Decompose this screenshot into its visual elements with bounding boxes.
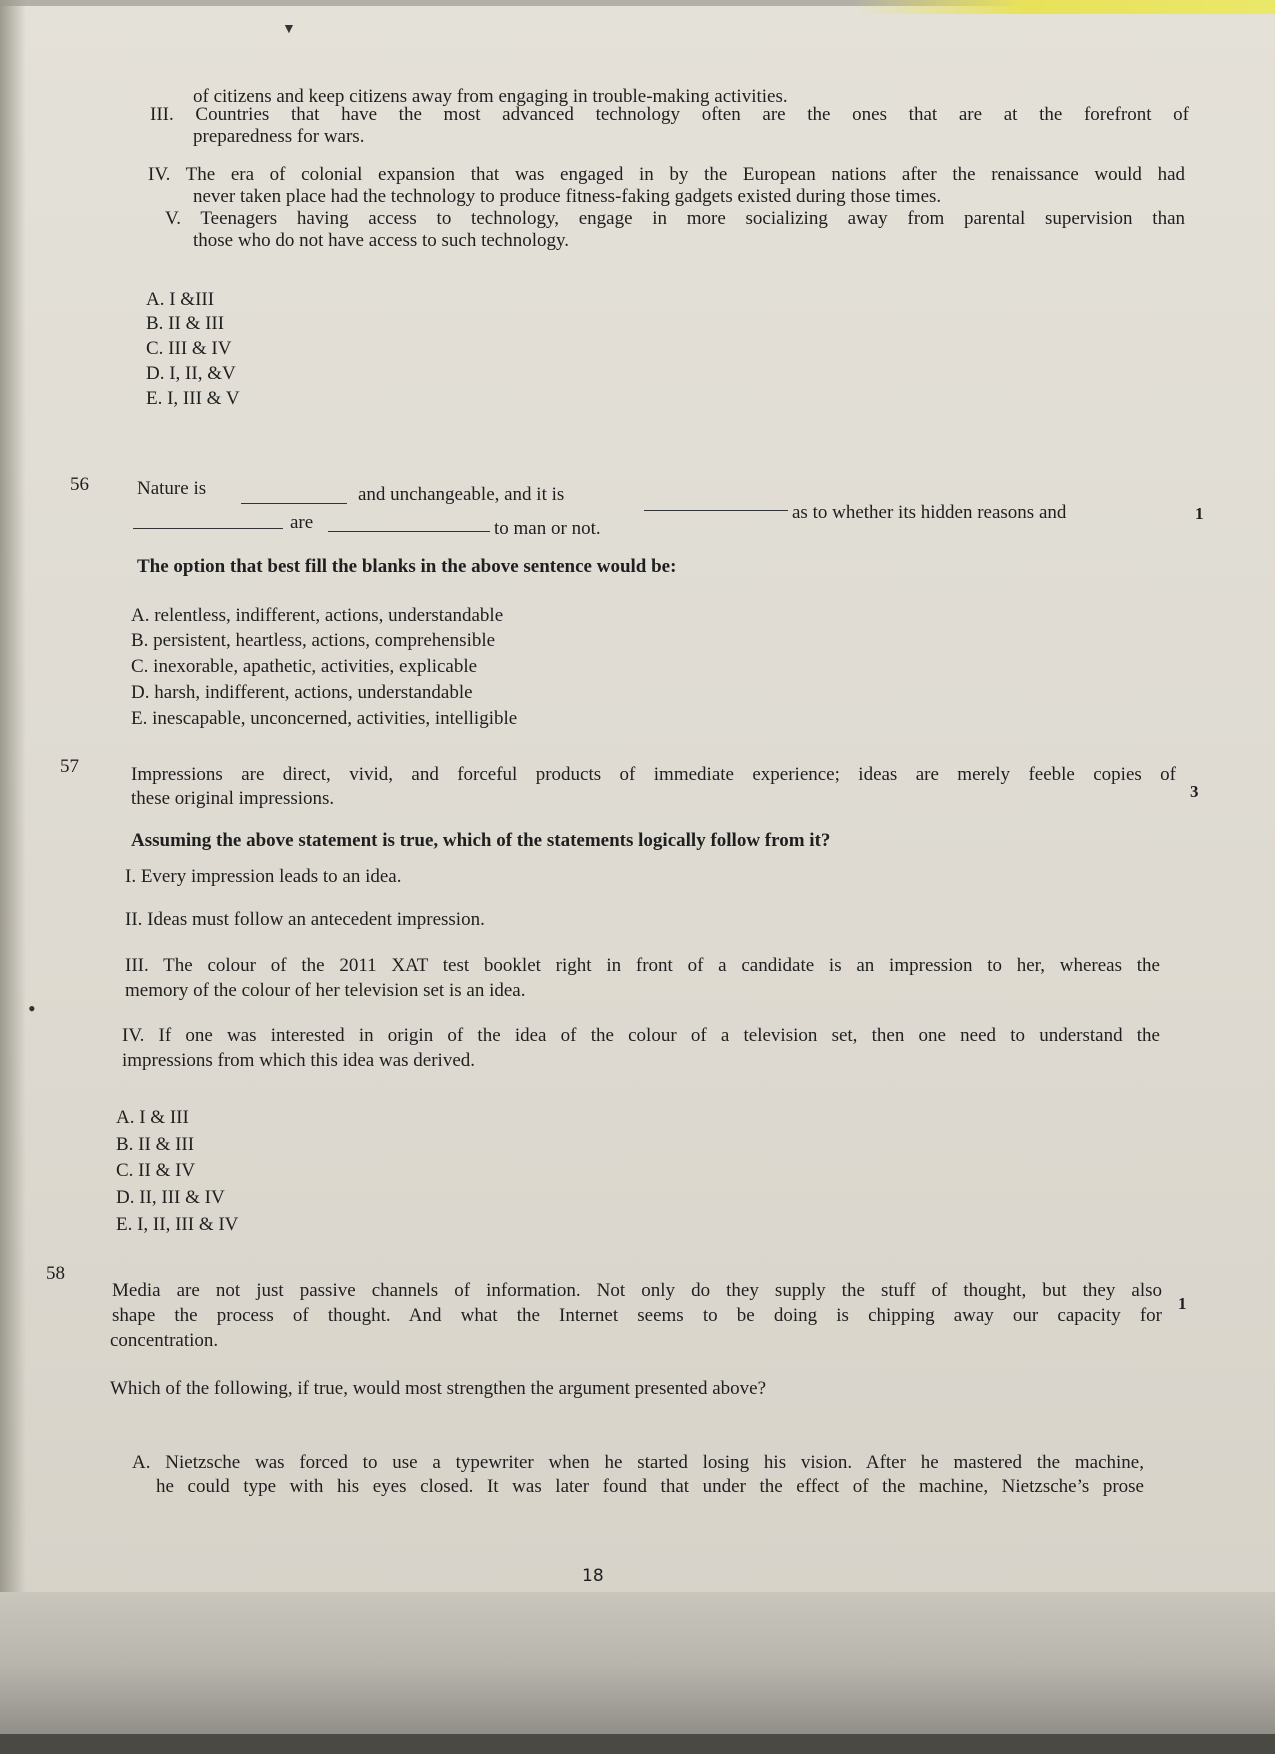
q57-statement-4-line1: IV. If one was interested in origin of the idea of the colour of a television set, then one need to understand the [122, 1025, 1160, 1046]
q57-passage-line1: Impressions are direct, vivid, and forceful products of immediate experience; ideas are merely feeble copies of [131, 764, 1176, 785]
q56-text-1a: Nature is [137, 478, 207, 499]
q58-passage-line3: concentration. [110, 1330, 219, 1351]
q58-passage-line2: shape the process of thought. And what the Internet seems to be doing is chipping away our capacity for [112, 1305, 1162, 1326]
q56-blank-4[interactable] [328, 515, 490, 532]
page-mark-top: ▼ [282, 22, 296, 37]
q58-option-a-line1[interactable]: A. Nietzsche was forced to use a typewriter when he started losing his vision. After he mastered the machine, [132, 1452, 1144, 1473]
q58-marks: 1 [1178, 1294, 1187, 1313]
q56-blank-3[interactable] [133, 512, 283, 529]
q57-statement-1: I. Every impression leads to an idea. [125, 866, 402, 887]
page-bottom-edge [0, 1734, 1275, 1754]
q55-option-e[interactable]: E. I, III & V [146, 388, 240, 409]
q55-stmt2-cont: of citizens and keep citizens away from engaging in trouble-making activities. [193, 86, 788, 107]
q57-option-a[interactable]: A. I & III [116, 1107, 189, 1128]
q56-text-2a: are [290, 512, 314, 533]
q58-number: 58 [46, 1263, 65, 1284]
q55-option-c[interactable]: C. III & IV [146, 338, 232, 359]
q55-stmt5-line2: those who do not have access to such technology. [193, 230, 570, 251]
q57-passage-line2: these original impressions. [131, 788, 335, 809]
q57-option-e[interactable]: E. I, II, III & IV [116, 1214, 239, 1235]
q56-option-c[interactable]: C. inexorable, apathetic, activities, explicable [131, 656, 478, 677]
page-number: 18 [582, 1566, 604, 1586]
q57-question: Assuming the above statement is true, which of the statements logically follow from it? [131, 830, 831, 851]
q56-blank-1[interactable] [241, 487, 347, 504]
page-bottom-shadow [0, 1592, 1275, 1754]
q56-option-d[interactable]: D. harsh, indifferent, actions, understandable [131, 682, 473, 703]
q57-option-c[interactable]: C. II & IV [116, 1160, 196, 1181]
q57-option-d[interactable]: D. II, III & IV [116, 1187, 225, 1208]
q58-option-a-line2[interactable]: he could type with his eyes closed. It was later found that under the effect of the machine, Nietzsche’s prose [156, 1476, 1144, 1497]
q55-option-b[interactable]: B. II & III [146, 313, 225, 334]
q56-instruction: The option that best fill the blanks in the above sentence would be: [137, 556, 677, 577]
q57-statement-3-line1: III. The colour of the 2011 XAT test booklet right in front of a candidate is an impression to her, whereas the [125, 955, 1160, 976]
q57-statement-4-line2: impressions from which this idea was derived. [122, 1050, 476, 1071]
page-mark-left: • [28, 996, 36, 1021]
q56-text-1b: and unchangeable, and it is [358, 484, 565, 505]
q56-number: 56 [70, 474, 89, 495]
q58-passage-line1: Media are not just passive channels of information. Not only do they supply the stuff of thought, but they also [112, 1280, 1162, 1301]
q55-stmt3-line1: III. Countries that have the most advanced technology often are the ones that are at the forefront of [150, 104, 1189, 125]
q55-stmt4-line1: IV. The era of colonial expansion that was engaged in by the European nations after the renaissance would had [148, 164, 1185, 185]
q57-option-b[interactable]: B. II & III [116, 1134, 195, 1155]
q55-option-d[interactable]: D. I, II, &V [146, 363, 236, 384]
q56-blank-2[interactable] [644, 494, 788, 511]
page-left-shadow [0, 0, 26, 1754]
q56-marks: 1 [1195, 504, 1204, 523]
q56-option-a[interactable]: A. relentless, indifferent, actions, understandable [131, 605, 504, 626]
yellow-page-edge [855, 0, 1275, 14]
q55-stmt5-line1: V. Teenagers having access to technology, engage in more socializing away from parental supervision than [165, 208, 1185, 229]
q56-option-b[interactable]: B. persistent, heartless, actions, comprehensible [131, 630, 496, 651]
q57-marks: 3 [1190, 782, 1199, 801]
q56-option-e[interactable]: E. inescapable, unconcerned, activities, intelligible [131, 708, 518, 729]
q55-option-a[interactable]: A. I &III [146, 289, 215, 310]
q55-stmt3-line2: preparedness for wars. [193, 126, 365, 147]
q57-number: 57 [60, 756, 79, 777]
q56-text-1c: as to whether its hidden reasons and [792, 502, 1067, 523]
q57-statement-3-line2: memory of the colour of her television set is an idea. [125, 980, 526, 1001]
q56-text-2b: to man or not. [494, 518, 601, 539]
q58-question: Which of the following, if true, would most strengthen the argument presented above? [110, 1378, 767, 1399]
q55-stmt4-line2: never taken place had the technology to produce fitness-faking gadgets existed during those times. [193, 186, 942, 207]
q57-statement-2: II. Ideas must follow an antecedent impression. [125, 909, 485, 930]
